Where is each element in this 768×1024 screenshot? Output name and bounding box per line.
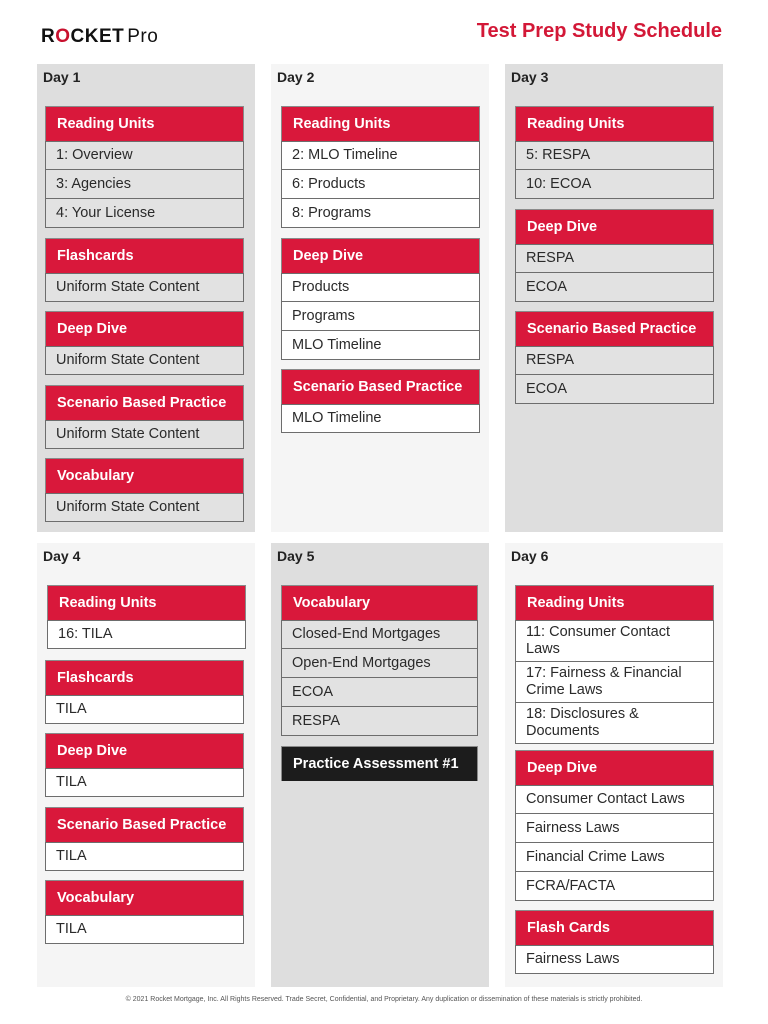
day-4-panel bbox=[37, 543, 255, 987]
block-row: MLO Timeline bbox=[281, 331, 480, 360]
day-6-panel bbox=[505, 543, 723, 987]
block-row: Products bbox=[281, 273, 480, 302]
day-1-panel bbox=[37, 64, 255, 532]
schedule-block bbox=[45, 880, 244, 944]
block-header: Reading Units bbox=[515, 106, 714, 141]
block-header: Scenario Based Practice bbox=[45, 807, 244, 842]
block-row: MLO Timeline bbox=[281, 404, 480, 433]
block-row: TILA bbox=[45, 915, 244, 944]
block-row: Open-End Mortgages bbox=[281, 649, 478, 678]
block-row: 5: RESPA bbox=[515, 141, 714, 170]
block-header: Reading Units bbox=[281, 106, 480, 141]
schedule-block bbox=[45, 385, 244, 449]
practice-assessment-header: Practice Assessment #1 bbox=[281, 746, 478, 781]
schedule-block bbox=[45, 807, 244, 871]
block-row: TILA bbox=[45, 768, 244, 797]
block-row: ECOA bbox=[515, 273, 714, 302]
day-label: Day 5 bbox=[277, 548, 315, 564]
block-row: RESPA bbox=[281, 707, 478, 736]
block-header: Flashcards bbox=[45, 660, 244, 695]
schedule-block bbox=[515, 910, 714, 974]
block-row: 2: MLO Timeline bbox=[281, 141, 480, 170]
block-row: Uniform State Content bbox=[45, 420, 244, 449]
block-header: Reading Units bbox=[45, 106, 244, 141]
block-row: 3: Agencies bbox=[45, 170, 244, 199]
block-row: Uniform State Content bbox=[45, 493, 244, 522]
day-label: Day 3 bbox=[511, 69, 549, 85]
block-header: Deep Dive bbox=[281, 238, 480, 273]
block-header: Vocabulary bbox=[281, 585, 478, 620]
schedule-block bbox=[45, 238, 244, 302]
block-header: Deep Dive bbox=[45, 311, 244, 346]
block-row: 18: Disclosures & Documents bbox=[515, 703, 714, 744]
day-label: Day 6 bbox=[511, 548, 549, 564]
schedule-block bbox=[45, 660, 244, 724]
block-row: 6: Products bbox=[281, 170, 480, 199]
block-row: 17: Fairness & Financial Crime Laws bbox=[515, 662, 714, 703]
block-row: 1: Overview bbox=[45, 141, 244, 170]
day-label: Day 2 bbox=[277, 69, 315, 85]
block-row: Uniform State Content bbox=[45, 273, 244, 302]
schedule-block bbox=[45, 458, 244, 522]
day-label: Day 4 bbox=[43, 548, 81, 564]
schedule-block bbox=[45, 106, 244, 228]
rocket-pro-logo: ROCKET Pro bbox=[41, 26, 159, 47]
block-row: Fairness Laws bbox=[515, 945, 714, 974]
block-header: Reading Units bbox=[515, 585, 714, 620]
schedule-block bbox=[47, 585, 246, 649]
schedule-block bbox=[45, 733, 244, 797]
day-label: Day 1 bbox=[43, 69, 81, 85]
block-row: 11: Consumer Contact Laws bbox=[515, 620, 714, 662]
block-row: 4: Your License bbox=[45, 199, 244, 228]
block-row: ECOA bbox=[515, 375, 714, 404]
schedule-block bbox=[281, 106, 480, 228]
page-title: Test Prep Study Schedule bbox=[476, 20, 722, 42]
block-row: Closed-End Mortgages bbox=[281, 620, 478, 649]
block-row: Fairness Laws bbox=[515, 814, 714, 843]
day-5-panel bbox=[271, 543, 489, 987]
block-row: Consumer Contact Laws bbox=[515, 785, 714, 814]
block-row: RESPA bbox=[515, 244, 714, 273]
day-2-panel bbox=[271, 64, 489, 532]
practice-assessment-block bbox=[281, 746, 478, 781]
schedule-block bbox=[281, 369, 480, 433]
schedule-block bbox=[515, 311, 714, 404]
block-row: TILA bbox=[45, 842, 244, 871]
block-header: Deep Dive bbox=[45, 733, 244, 768]
block-header: Vocabulary bbox=[45, 880, 244, 915]
block-row: 16: TILA bbox=[47, 620, 246, 649]
block-row: RESPA bbox=[515, 346, 714, 375]
block-row: ECOA bbox=[281, 678, 478, 707]
schedule-block bbox=[45, 311, 244, 375]
copyright-footer: © 2021 Rocket Mortgage, Inc. All Rights Reserved. Trade Secret, Confidential, and Proprietary. Any duplication or dissemination of these materials is strictly prohibited. bbox=[125, 996, 643, 1003]
block-row: TILA bbox=[45, 695, 244, 724]
block-row: Financial Crime Laws bbox=[515, 843, 714, 872]
schedule-block bbox=[515, 750, 714, 901]
block-header: Flashcards bbox=[45, 238, 244, 273]
block-header: Vocabulary bbox=[45, 458, 244, 493]
block-row: Programs bbox=[281, 302, 480, 331]
schedule-block bbox=[515, 106, 714, 199]
block-header: Flash Cards bbox=[515, 910, 714, 945]
block-row: FCRA/FACTA bbox=[515, 872, 714, 901]
block-row: Uniform State Content bbox=[45, 346, 244, 375]
block-row: 8: Programs bbox=[281, 199, 480, 228]
block-header: Scenario Based Practice bbox=[515, 311, 714, 346]
block-header: Deep Dive bbox=[515, 750, 714, 785]
schedule-block bbox=[281, 585, 478, 736]
block-header: Reading Units bbox=[47, 585, 246, 620]
schedule-block bbox=[281, 238, 480, 360]
block-header: Deep Dive bbox=[515, 209, 714, 244]
schedule-block bbox=[515, 209, 714, 302]
day-3-panel bbox=[505, 64, 723, 532]
block-header: Scenario Based Practice bbox=[281, 369, 480, 404]
block-header: Scenario Based Practice bbox=[45, 385, 244, 420]
schedule-block bbox=[515, 585, 714, 744]
block-row: 10: ECOA bbox=[515, 170, 714, 199]
